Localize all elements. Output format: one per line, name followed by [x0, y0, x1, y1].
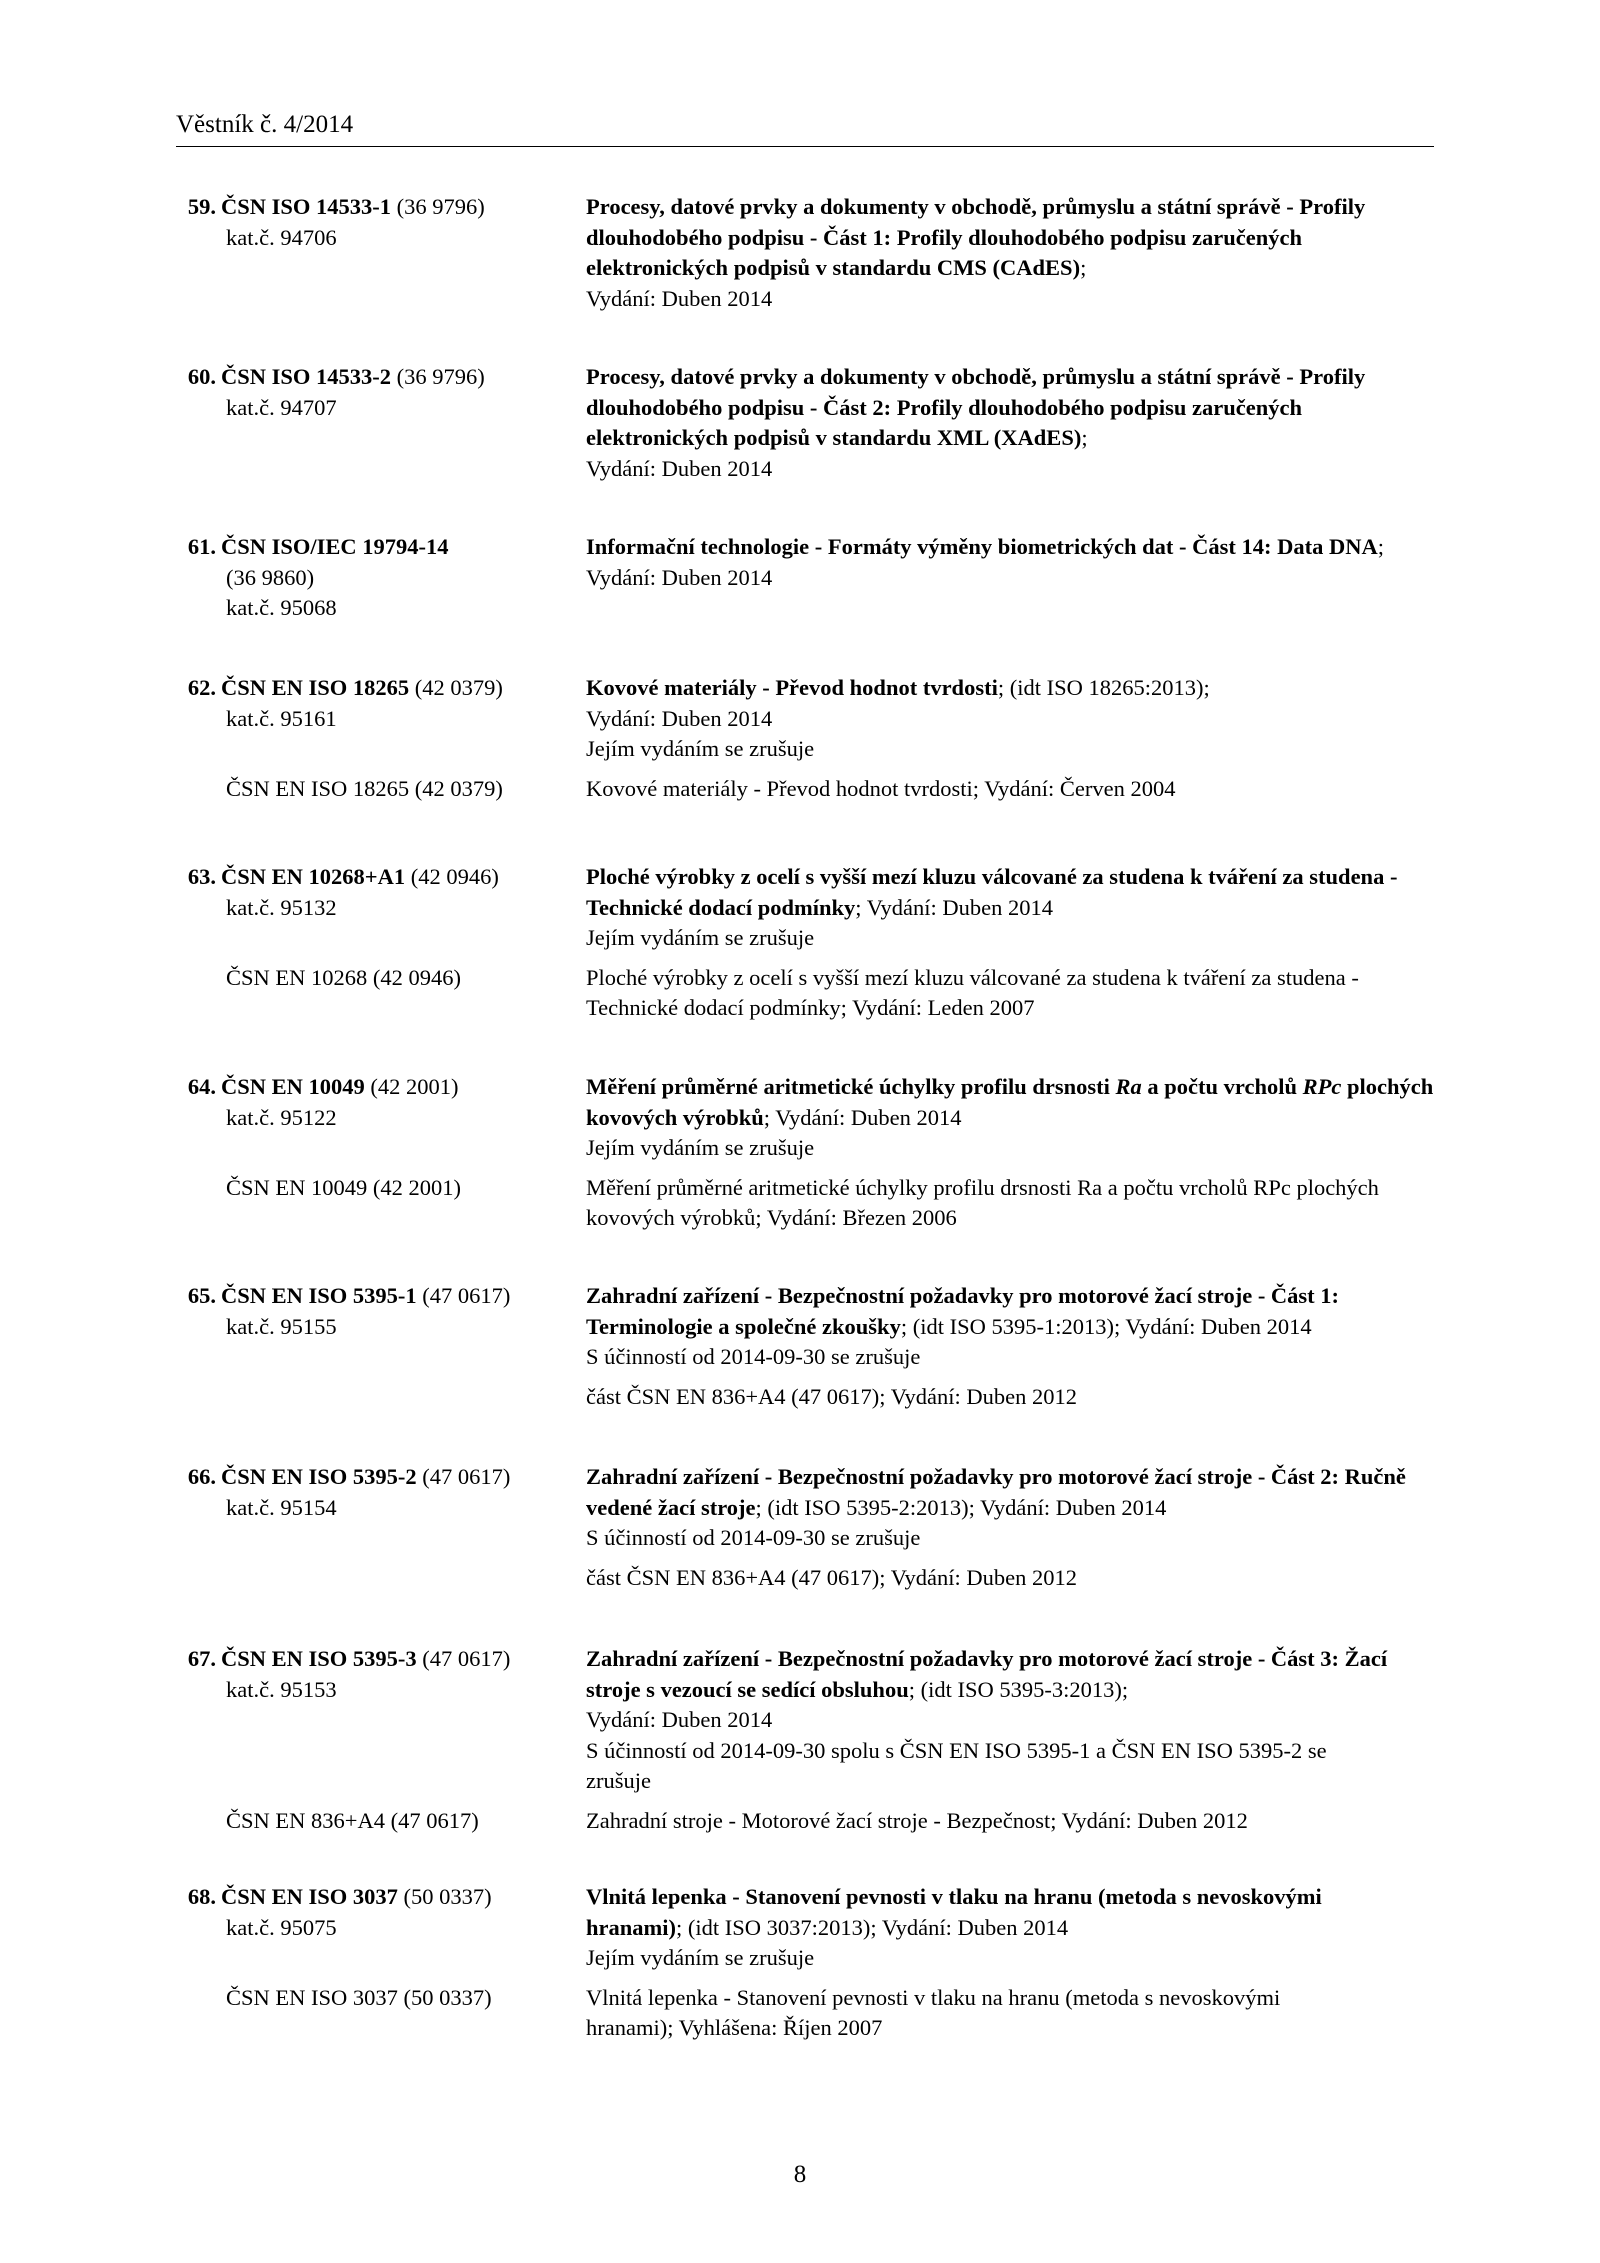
catalog-number: kat.č. 94706: [226, 224, 337, 250]
standard-class: (42 0379): [414, 675, 503, 700]
catalog-number: kat.č. 95155: [226, 1313, 337, 1339]
standard-code: ČSN EN ISO 5395-1: [221, 1283, 417, 1308]
standard-title-suffix: ;: [1080, 255, 1087, 281]
standard-title: Zahradní zařízení - Bezpečnostní požadavky pro motorové žací stroje - Část 3: Žací stroje s vezoucí se sedící obsluhou: [586, 1646, 1388, 1702]
page-header-title: Věstník č. 4/2014: [176, 111, 354, 138]
standard-title-suffix: ; (idt ISO 5395-1:2013); Vydání: Duben 2014: [900, 1313, 1312, 1339]
standard-title-part: a počtu vrcholů: [1141, 1074, 1303, 1099]
standard-code: ČSN EN ISO 3037: [221, 1884, 398, 1909]
entry-number: 66.: [187, 1464, 216, 1489]
cancellation-note: S účinností od 2014-09-30 se zrušuje: [586, 1525, 921, 1551]
catalog-number: kat.č. 95132: [226, 894, 337, 920]
entry-number: 65.: [187, 1283, 216, 1308]
catalog-number: kat.č. 95161: [226, 705, 337, 731]
standard-code: ČSN EN ISO 18265: [221, 675, 410, 700]
catalog-number: kat.č. 95122: [226, 1104, 337, 1130]
issue-date: Vydání: Duben 2014: [586, 1707, 773, 1733]
replaced-standard-text: Měření průměrné aritmetické úchylky profilu drsnosti Ra a počtu vrcholů RPc plochých kovových výrobků; Vydání: Březen 2006: [586, 1174, 1379, 1231]
standard-entry-64: [176, 1072, 1436, 1234]
symbol-ra: Ra: [1115, 1074, 1142, 1099]
standard-class: (42 2001): [370, 1074, 459, 1099]
standard-title: Měření průměrné aritmetické úchylky profilu drsnosti: [586, 1074, 1116, 1099]
cancellation-note: S účinností od 2014-09-30 spolu s ČSN EN ISO 5395-1 a ČSN EN ISO 5395-2 se zrušuje: [586, 1737, 1327, 1794]
standard-title: Zahradní zařízení - Bezpečnostní požadavky pro motorové žací stroje - Část 1: Terminologie a společné zkoušky: [586, 1283, 1340, 1339]
standard-entry-65: [176, 1281, 1436, 1412]
standard-title-suffix: ; (idt ISO 5395-2:2013); Vydání: Duben 2014: [755, 1494, 1167, 1520]
standard-title-suffix: ; Vydání: Duben 2014: [855, 894, 1053, 920]
cancellation-note: Jejím vydáním se zrušuje: [586, 1945, 815, 1971]
entry-number: 68.: [187, 1884, 216, 1909]
standard-entry-63: [176, 862, 1436, 1024]
standard-class: (42 0946): [410, 864, 499, 889]
standard-title-suffix: ; (idt ISO 5395-3:2013);: [908, 1676, 1129, 1702]
standard-entry-60: [176, 362, 1436, 484]
standard-code: ČSN EN ISO 5395-2: [221, 1464, 417, 1489]
entry-number: 60.: [187, 364, 216, 389]
catalog-number: kat.č. 95068: [226, 595, 337, 621]
catalog-number: kat.č. 94707: [226, 394, 337, 420]
standard-code: ČSN ISO/IEC 19794-14: [221, 534, 449, 559]
standard-title-suffix: ;: [1081, 425, 1088, 451]
standard-title: Ploché výrobky z ocelí s vyšší mezí kluzu válcované za studena k tváření za studena - Technické dodací podmínky: [586, 864, 1398, 920]
issue-date: Vydání: Duben 2014: [586, 455, 773, 481]
cancellation-note: Jejím vydáním se zrušuje: [586, 736, 815, 762]
standard-title: Kovové materiály - Převod hodnot tvrdosti: [586, 675, 998, 700]
standard-title-suffix: ; Vydání: Duben 2014: [763, 1104, 962, 1130]
standard-class: (47 0617): [422, 1464, 511, 1489]
catalog-number: kat.č. 95153: [226, 1676, 337, 1702]
replaced-standard-code: ČSN EN ISO 3037 (50 0337): [226, 1984, 492, 2010]
entry-number: 63.: [187, 864, 216, 889]
standard-class: (36 9796): [396, 194, 485, 219]
standard-entry-61: [176, 532, 1436, 624]
cancellation-note: Jejím vydáním se zrušuje: [586, 1135, 815, 1161]
entry-number: 67.: [187, 1646, 216, 1671]
standard-entry-66: [176, 1462, 1436, 1593]
standard-entry-62: [176, 673, 1436, 804]
replaced-standard-code: ČSN EN ISO 18265 (42 0379): [226, 775, 503, 801]
standard-title: Procesy, datové prvky a dokumenty v obchodě, průmyslu a státní správě - Profily dlouhodobého podpisu - Část 1: Profily dlouhodobého podpisu zaručených elektronických podpisů v standardu CMS (CAdES): [586, 194, 1366, 281]
standard-class: (36 9860): [226, 564, 315, 590]
standard-title-suffix: ; (idt ISO 3037:2013); Vydání: Duben 2014: [676, 1914, 1069, 1940]
entry-number: 64.: [187, 1074, 216, 1099]
entry-number: 59.: [187, 194, 216, 219]
catalog-number: kat.č. 95154: [226, 1494, 337, 1520]
replaced-standard-code: ČSN EN 10268 (42 0946): [226, 964, 461, 990]
cancellation-note: Jejím vydáním se zrušuje: [586, 925, 815, 951]
standard-title-suffix: ; Vydání: Duben 2014: [586, 534, 1385, 590]
page-number: 8: [793, 2161, 807, 2188]
standard-title-suffix: ; (idt ISO 18265:2013);: [997, 675, 1210, 700]
standard-code: ČSN ISO 14533-2: [221, 364, 392, 389]
replaced-standard-text: část ČSN EN 836+A4 (47 0617); Vydání: Duben 2012: [586, 1383, 1077, 1409]
standard-entry-67: [176, 1644, 1436, 1837]
replaced-standard-code: ČSN EN 10049 (42 2001): [226, 1174, 461, 1200]
replaced-standard-text: Zahradní stroje - Motorové žací stroje - Bezpečnost; Vydání: Duben 2012: [586, 1807, 1248, 1833]
standard-code: ČSN EN ISO 5395-3: [221, 1646, 417, 1671]
standard-class: (50 0337): [403, 1884, 492, 1909]
standard-code: ČSN EN 10049: [221, 1074, 365, 1099]
standard-title: Vlnitá lepenka - Stanovení pevnosti v tlaku na hranu (metoda s nevoskovými hranami): [586, 1884, 1322, 1940]
standard-code: ČSN EN 10268+A1: [221, 864, 406, 889]
entry-number: 61.: [187, 534, 216, 559]
symbol-rpc: RPc: [1302, 1074, 1342, 1099]
replaced-standard-text: Vlnitá lepenka - Stanovení pevnosti v tlaku na hranu (metoda s nevoskovými hranami); Vyhlášena: Říjen 2007: [586, 1984, 1281, 2041]
replaced-standard-text: Ploché výrobky z ocelí s vyšší mezí kluzu válcované za studena k tváření za studena - Technické dodací podmínky; Vydání: Leden 2007: [586, 964, 1359, 1021]
standard-class: (47 0617): [422, 1283, 511, 1308]
standard-class: (47 0617): [422, 1646, 511, 1671]
issue-date: Vydání: Duben 2014: [586, 705, 773, 731]
standard-title: Zahradní zařízení - Bezpečnostní požadavky pro motorové žací stroje - Část 2: Ručně vedené žací stroje: [586, 1464, 1406, 1520]
catalog-number: kat.č. 95075: [226, 1914, 337, 1940]
replaced-standard-text: Kovové materiály - Převod hodnot tvrdosti; Vydání: Červen 2004: [586, 775, 1176, 801]
issue-date: Vydání: Duben 2014: [586, 285, 773, 311]
entry-number: 62.: [187, 675, 216, 700]
standard-title: Informační technologie - Formáty výměny biometrických dat - Část 14: Data DNA: [586, 534, 1378, 559]
header-rule: [176, 146, 1434, 147]
standard-code: ČSN ISO 14533-1: [221, 194, 392, 219]
standard-title-part: plochých kovových výrobků: [586, 1074, 1434, 1130]
standard-entry-68: [176, 1882, 1436, 2044]
standard-entry-59: [176, 192, 1436, 314]
standard-class: (36 9796): [396, 364, 485, 389]
standard-title: Procesy, datové prvky a dokumenty v obchodě, průmyslu a státní správě - Profily dlouhodobého podpisu - Část 2: Profily dlouhodobého podpisu zaručených elektronických podpisů v standardu XML (XAdES): [586, 364, 1366, 451]
replaced-standard-code: ČSN EN 836+A4 (47 0617): [226, 1807, 479, 1833]
cancellation-note: S účinností od 2014-09-30 se zrušuje: [586, 1344, 921, 1370]
replaced-standard-text: část ČSN EN 836+A4 (47 0617); Vydání: Duben 2012: [586, 1564, 1077, 1590]
